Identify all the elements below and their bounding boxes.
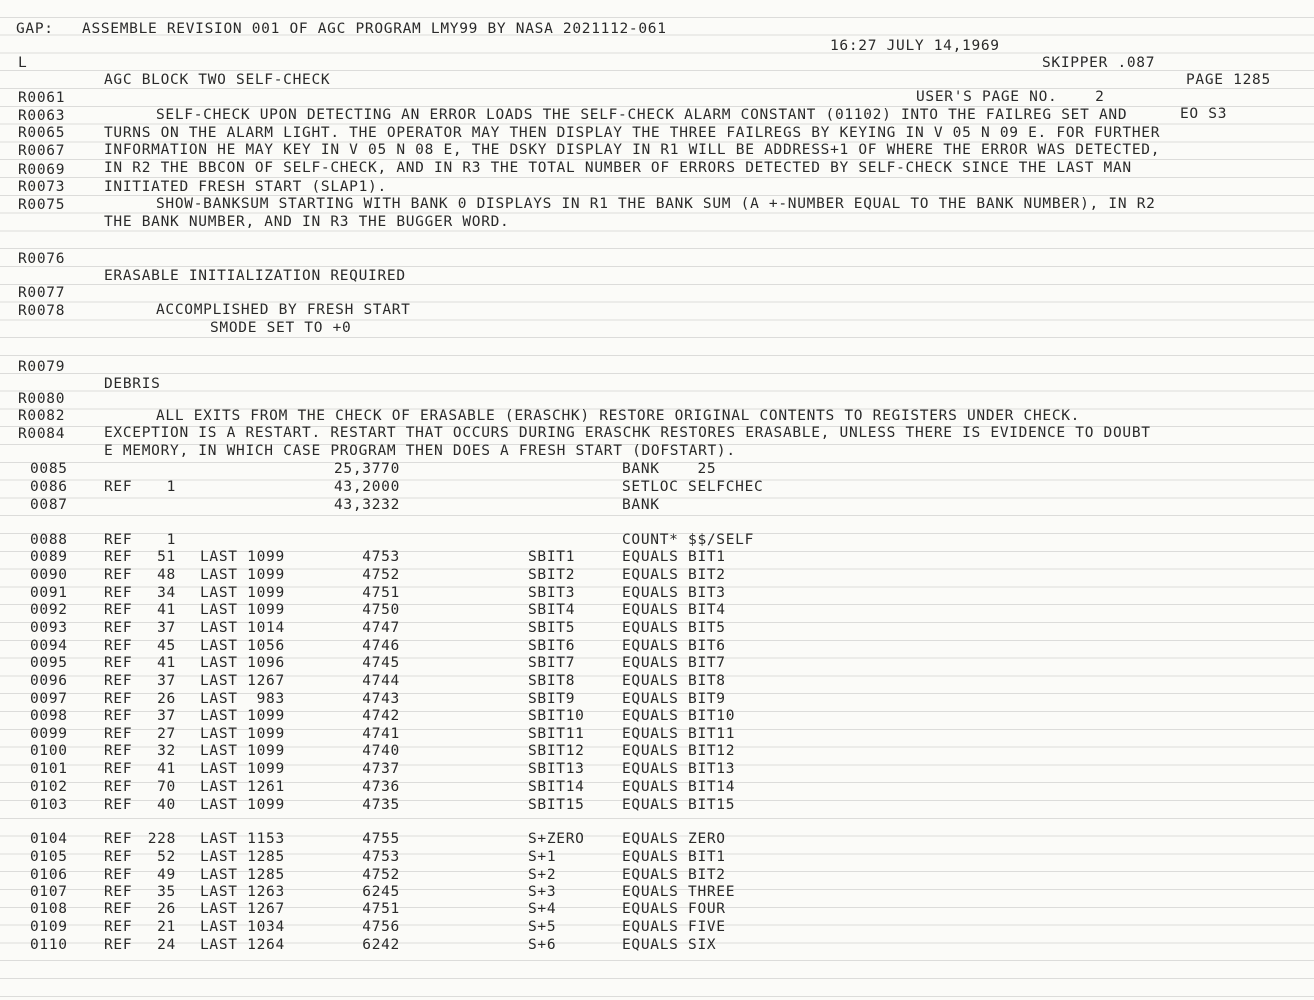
line-number: 0094 (30, 638, 68, 654)
octal-value: 4747 (362, 620, 400, 636)
header-timestamp: 16:27 JULY 14,1969 (830, 38, 1000, 54)
comment-text: SELF-CHECK UPON DETECTING AN ERROR LOADS THE SELF-CHECK ALARM CONSTANT (01102) INTO THE FAILREG SET AND (156, 107, 1128, 123)
listing-row (0, 761, 1314, 778)
last-reference: LAST 1099 (200, 726, 285, 742)
ref-count: 40 (157, 797, 176, 813)
line-number: 0096 (30, 673, 68, 689)
header-title: GAP: ASSEMBLE REVISION 001 OF AGC PROGRAM LMY99 BY NASA 2021112-061 (16, 21, 667, 37)
listing-row (0, 901, 1314, 918)
line-number: 0090 (30, 567, 68, 583)
last-reference: LAST 1099 (200, 549, 285, 565)
line-number: 0099 (30, 726, 68, 742)
listing-row (0, 797, 1314, 814)
comment-text: SMODE SET TO +0 (210, 320, 352, 336)
ref-count: 24 (157, 937, 176, 953)
listing-row (0, 655, 1314, 672)
listing-row (0, 638, 1314, 655)
section-title: AGC BLOCK TWO SELF-CHECK (104, 72, 331, 88)
listing-row (0, 673, 1314, 690)
header-page-number: PAGE 1285 (1186, 72, 1271, 88)
last-reference: LAST 1264 (200, 937, 285, 953)
instruction: EQUALS BIT2 (622, 867, 726, 883)
octal-value: 4737 (362, 761, 400, 777)
line-tag: R0069 (18, 162, 66, 178)
ref-count: 70 (157, 779, 176, 795)
listing-row (0, 479, 1314, 496)
ref-keyword: REF (104, 602, 133, 618)
listing-row (0, 937, 1314, 954)
octal-value: 4753 (362, 549, 400, 565)
octal-value: 4746 (362, 638, 400, 654)
comment-text: THE BANK NUMBER, AND IN R3 THE BUGGER WORD. (104, 214, 510, 230)
instruction: EQUALS BIT7 (622, 655, 726, 671)
symbol-label: S+6 (528, 937, 557, 953)
line-number: 0107 (30, 884, 68, 900)
ref-keyword: REF (104, 726, 133, 742)
line-number: 0104 (30, 831, 68, 847)
line-tag: R0079 (18, 359, 66, 375)
last-reference: LAST 1034 (200, 919, 285, 935)
instruction: EQUALS BIT4 (622, 602, 726, 618)
instruction: COUNT* $$/SELF (622, 532, 755, 548)
ref-keyword: REF (104, 884, 133, 900)
last-reference: LAST 1285 (200, 867, 285, 883)
instruction: EQUALS BIT2 (622, 567, 726, 583)
octal-value: 4741 (362, 726, 400, 742)
line-number: 0101 (30, 761, 68, 777)
symbol-label: SBIT14 (528, 779, 585, 795)
listing-row (0, 884, 1314, 901)
ref-count: 27 (157, 726, 176, 742)
line-number: 0100 (30, 743, 68, 759)
users-page-number: USER'S PAGE NO. 2 (916, 89, 1105, 105)
symbol-label: SBIT10 (528, 708, 585, 724)
last-reference: LAST 1261 (200, 779, 285, 795)
octal-value: 25,3770 (333, 461, 400, 477)
instruction: SETLOC SELFCHEC (622, 479, 764, 495)
octal-value: 4752 (362, 567, 400, 583)
listing-row (0, 708, 1314, 725)
line-number: 0110 (30, 937, 68, 953)
line-tag: R0082 (18, 408, 66, 424)
last-reference: LAST 1056 (200, 638, 285, 654)
line-tag: R0075 (18, 197, 66, 213)
ref-keyword: REF (104, 532, 133, 548)
octal-value: 4735 (362, 797, 400, 813)
symbol-label: S+5 (528, 919, 557, 935)
last-reference: LAST 1099 (200, 797, 285, 813)
line-tag: R0073 (18, 179, 66, 195)
ref-count: 21 (157, 919, 176, 935)
line-number: 0086 (30, 479, 68, 495)
line-tag: R0061 (18, 90, 66, 106)
instruction: EQUALS BIT13 (622, 761, 736, 777)
line-number: 0109 (30, 919, 68, 935)
octal-value: 4745 (362, 655, 400, 671)
ref-count: 37 (157, 708, 176, 724)
octal-value: 4753 (362, 849, 400, 865)
line-number: 0092 (30, 602, 68, 618)
line-number: 0103 (30, 797, 68, 813)
symbol-label: SBIT9 (528, 691, 576, 707)
symbol-label: SBIT12 (528, 743, 585, 759)
instruction: EQUALS FOUR (622, 901, 726, 917)
instruction: EQUALS BIT6 (622, 638, 726, 654)
line-number: 0095 (30, 655, 68, 671)
last-reference: LAST 1014 (200, 620, 285, 636)
comment-text: ACCOMPLISHED BY FRESH START (156, 302, 411, 318)
ref-keyword: REF (104, 691, 133, 707)
ref-keyword: REF (104, 919, 133, 935)
symbol-label: S+3 (528, 884, 557, 900)
ref-keyword: REF (104, 797, 133, 813)
listing-row (0, 567, 1314, 584)
octal-value: 43,2000 (333, 479, 400, 495)
symbol-label: S+ZERO (528, 831, 585, 847)
line-number: 0093 (30, 620, 68, 636)
listing-row (0, 497, 1314, 514)
comment-text: SHOW-BANKSUM STARTING WITH BANK 0 DISPLAYS IN R1 THE BANK SUM (A +-NUMBER EQUAL TO THE BANK NUMBER), IN R2 (156, 196, 1156, 212)
comment-text: DEBRIS (104, 376, 161, 392)
octal-value: 4755 (362, 831, 400, 847)
instruction: EQUALS BIT1 (622, 849, 726, 865)
octal-value: 4736 (362, 779, 400, 795)
last-reference: LAST 1099 (200, 743, 285, 759)
line-number: 0097 (30, 691, 68, 707)
ref-keyword: REF (104, 761, 133, 777)
comment-text: E MEMORY, IN WHICH CASE PROGRAM THEN DOES A FRESH START (DOFSTART). (104, 443, 736, 459)
line-number: 0098 (30, 708, 68, 724)
ref-count: 52 (157, 849, 176, 865)
ref-keyword: REF (104, 585, 133, 601)
symbol-label: SBIT6 (528, 638, 576, 654)
section-tag: L (18, 55, 28, 71)
ref-keyword: REF (104, 673, 133, 689)
last-reference: LAST 1099 (200, 761, 285, 777)
comment-line (0, 342, 1314, 392)
last-reference: LAST 1099 (200, 602, 285, 618)
listing-row (0, 691, 1314, 708)
symbol-label: SBIT1 (528, 549, 576, 565)
listing-row (0, 461, 1314, 478)
listing-row (0, 849, 1314, 866)
octal-value: 4752 (362, 867, 400, 883)
instruction: EQUALS BIT9 (622, 691, 726, 707)
comment-text: INFORMATION HE MAY KEY IN V 05 N 08 E, THE DSKY DISPLAY IN R1 WILL BE ADDRESS+1 OF WHERE THE ERROR WAS DETECTED, (104, 142, 1161, 158)
ref-keyword: REF (104, 867, 133, 883)
instruction: EQUALS BIT1 (622, 549, 726, 565)
comment-line (0, 234, 1314, 284)
line-tag: R0077 (18, 285, 66, 301)
line-number: 0089 (30, 549, 68, 565)
ref-count: 1 (166, 479, 176, 495)
instruction: EQUALS THREE (622, 884, 736, 900)
header-skipper: SKIPPER .087 (1042, 55, 1156, 71)
instruction: EQUALS FIVE (622, 919, 726, 935)
ref-keyword: REF (104, 708, 133, 724)
symbol-label: SBIT4 (528, 602, 576, 618)
comment-text: EXCEPTION IS A RESTART. RESTART THAT OCCURS DURING ERASCHK RESTORES ERASABLE, UNLESS THERE IS EVIDENCE TO DOUBT (104, 425, 1151, 441)
ref-keyword: REF (104, 779, 133, 795)
symbol-label: SBIT11 (528, 726, 585, 742)
ref-count: 35 (157, 884, 176, 900)
symbol-label: SBIT5 (528, 620, 576, 636)
last-reference: LAST 1099 (200, 708, 285, 724)
comment-text: ALL EXITS FROM THE CHECK OF ERASABLE (ERASCHK) RESTORE ORIGINAL CONTENTS TO REGISTERS UNDER CHECK. (156, 408, 1081, 424)
listing-row (0, 585, 1314, 602)
comment-text: INITIATED FRESH START (SLAP1). (104, 179, 387, 195)
last-reference: LAST 1263 (200, 884, 285, 900)
line-number: 0091 (30, 585, 68, 601)
ref-count: 1 (166, 532, 176, 548)
instruction: EQUALS BIT10 (622, 708, 736, 724)
line-number: 0105 (30, 849, 68, 865)
ref-keyword: REF (104, 849, 133, 865)
ref-count: 45 (157, 638, 176, 654)
ref-keyword: REF (104, 937, 133, 953)
last-reference: LAST 1096 (200, 655, 285, 671)
line-number: 0087 (30, 497, 68, 513)
ref-count: 51 (157, 549, 176, 565)
instruction: EQUALS BIT11 (622, 726, 736, 742)
listing-row (0, 532, 1314, 549)
symbol-label: SBIT7 (528, 655, 576, 671)
ref-keyword: REF (104, 620, 133, 636)
line-number: 0102 (30, 779, 68, 795)
ref-keyword: REF (104, 831, 133, 847)
last-reference: LAST 983 (200, 691, 285, 707)
ref-count: 41 (157, 761, 176, 777)
listing-row (0, 831, 1314, 848)
last-reference: LAST 1267 (200, 901, 285, 917)
line-number: 0085 (30, 461, 68, 477)
line-tag: R0065 (18, 125, 66, 141)
line-tag: R0063 (18, 108, 66, 124)
listing-row (0, 779, 1314, 796)
ref-count: 32 (157, 743, 176, 759)
ref-keyword: REF (104, 567, 133, 583)
ref-count: 41 (157, 602, 176, 618)
octal-value: 4740 (362, 743, 400, 759)
line-tag: R0078 (18, 303, 66, 319)
line-number: 0088 (30, 532, 68, 548)
line-number: 0106 (30, 867, 68, 883)
ref-keyword: REF (104, 655, 133, 671)
instruction: EQUALS BIT5 (622, 620, 726, 636)
listing-row (0, 919, 1314, 936)
ref-keyword: REF (104, 901, 133, 917)
octal-value: 4751 (362, 901, 400, 917)
ref-count: 26 (157, 691, 176, 707)
ref-keyword: REF (104, 638, 133, 654)
ref-count: 49 (157, 867, 176, 883)
instruction: EQUALS BIT15 (622, 797, 736, 813)
ref-count: 41 (157, 655, 176, 671)
instruction: EQUALS ZERO (622, 831, 726, 847)
instruction: EQUALS BIT8 (622, 673, 726, 689)
line-tag: R0076 (18, 251, 66, 267)
instruction: BANK (622, 497, 660, 513)
listing-row (0, 726, 1314, 743)
symbol-label: SBIT15 (528, 797, 585, 813)
ref-count: 48 (157, 567, 176, 583)
symbol-label: S+4 (528, 901, 557, 917)
last-reference: LAST 1099 (200, 585, 285, 601)
instruction: EQUALS BIT3 (622, 585, 726, 601)
ref-count: 34 (157, 585, 176, 601)
octal-value: 4750 (362, 602, 400, 618)
listing-row (0, 743, 1314, 760)
octal-value: 4756 (362, 919, 400, 935)
comment-text: IN R2 THE BBCON OF SELF-CHECK, AND IN R3 THE TOTAL NUMBER OF ERRORS DETECTED BY SELF-CHECK SINCE THE LAST MAN (104, 160, 1132, 176)
octal-value: 43,3232 (333, 497, 400, 513)
ref-keyword: REF (104, 743, 133, 759)
instruction: EQUALS SIX (622, 937, 717, 953)
octal-value: 4744 (362, 673, 400, 689)
line-tag: R0084 (18, 426, 66, 442)
ref-count: 37 (157, 673, 176, 689)
octal-value: 4751 (362, 585, 400, 601)
last-reference: LAST 1153 (200, 831, 285, 847)
last-reference: LAST 1285 (200, 849, 285, 865)
symbol-label: SBIT13 (528, 761, 585, 777)
listing-row (0, 620, 1314, 637)
instruction: BANK 25 (622, 461, 717, 477)
symbol-label: SBIT3 (528, 585, 576, 601)
listing-row (0, 549, 1314, 566)
symbol-label: SBIT2 (528, 567, 576, 583)
ref-keyword: REF (104, 549, 133, 565)
symbol-label: SBIT8 (528, 673, 576, 689)
ref-count: 26 (157, 901, 176, 917)
symbol-label: S+2 (528, 867, 557, 883)
ref-count: 37 (157, 620, 176, 636)
comment-text: ERASABLE INITIALIZATION REQUIRED (104, 268, 406, 284)
octal-value: 4742 (362, 708, 400, 724)
line-tag: R0067 (18, 143, 66, 159)
comment-text: TURNS ON THE ALARM LIGHT. THE OPERATOR MAY THEN DISPLAY THE THREE FAILREGS BY KEYING IN V 05 N 09 E. FOR FURTHER (104, 125, 1161, 141)
last-reference: LAST 1267 (200, 673, 285, 689)
instruction: EQUALS BIT14 (622, 779, 736, 795)
octal-value: 6245 (362, 884, 400, 900)
octal-value: 6242 (362, 937, 400, 953)
eo-code: EO S3 (1180, 106, 1228, 122)
ref-count: 228 (147, 831, 176, 847)
listing-row (0, 867, 1314, 884)
last-reference: LAST 1099 (200, 567, 285, 583)
octal-value: 4743 (362, 691, 400, 707)
line-tag: R0080 (18, 391, 66, 407)
line-number: 0108 (30, 901, 68, 917)
listing-row (0, 602, 1314, 619)
symbol-label: S+1 (528, 849, 557, 865)
ref-keyword: REF (104, 479, 133, 495)
instruction: EQUALS BIT12 (622, 743, 736, 759)
